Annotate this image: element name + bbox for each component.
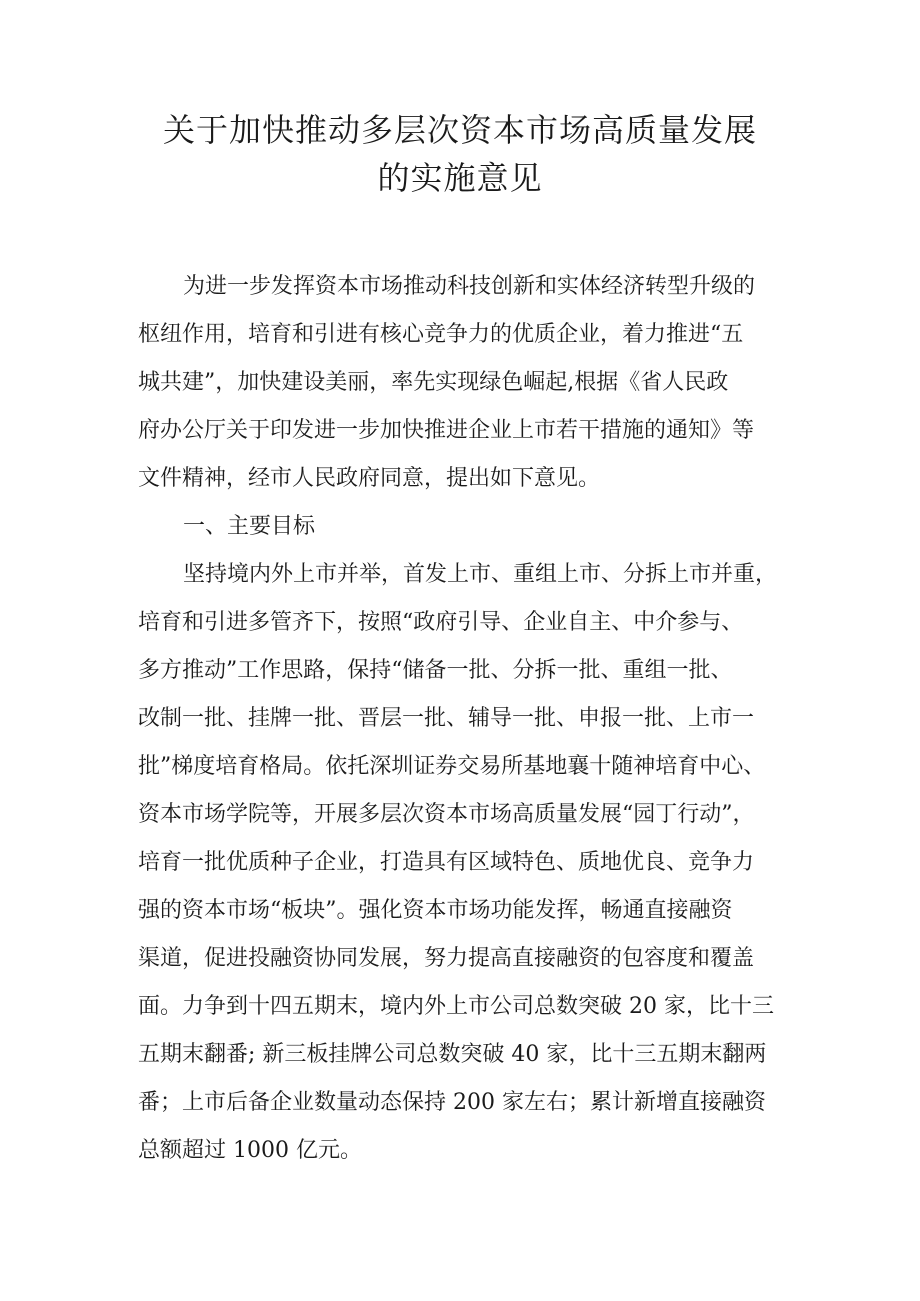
section-heading: 一、主要目标 (183, 514, 316, 539)
section-line: 资本市场学院等，开展多层次资本市场高质量发展“园丁行动”， (138, 802, 755, 827)
section-line: 面。力争到十四五期末，境内外上市公司总数突破 20 家，比十三 (138, 994, 774, 1019)
section-line: 强的资本市场“板块”。强化资本市场功能发挥，畅通直接融资 (138, 898, 733, 923)
section-line: 总额超过 1000 亿元。 (138, 1138, 362, 1163)
section-line: 番；上市后备企业数量动态保持 200 家左右；累计新增直接融资 (138, 1090, 766, 1115)
intro-line: 枢纽作用，培育和引进有核心竞争力的优质企业，着力推进“五 (138, 322, 744, 347)
intro-line: 城共建”，加快建设美丽，率先实现绿色崛起,根据《省人民政 (138, 370, 729, 395)
section-line: 多方推动”工作思路，保持“储备一批、分拆一批、重组一批、 (138, 658, 733, 683)
section-line: 坚持境内外上市并举，首发上市、重组上市、分拆上市并重， (183, 562, 778, 587)
section-line: 培育和引进多管齐下，按照“政府引导、企业自主、中介参与、 (138, 610, 744, 635)
section-line: 改制一批、挂牌一批、晋层一批、辅导一批、申报一批、上市一 (138, 706, 755, 731)
section-line: 批”梯度培育格局。依托深圳证券交易所基地襄十随神培育中心、 (138, 754, 766, 779)
intro-line: 府办公厅关于印发进一步加快推进企业上市若干措施的通知》等 (138, 418, 755, 443)
document-title-line-1: 关于加快推动多层次资本市场高质量发展 (162, 111, 757, 149)
intro-line: 文件精神，经市人民政府同意，提出如下意见。 (138, 466, 601, 491)
intro-line: 为进一步发挥资本市场推动科技创新和实体经济转型升级的 (183, 274, 756, 299)
section-line: 培育一批优质种子企业，打造具有区域特色、质地优良、竞争力 (138, 850, 755, 875)
section-line: 五期末翻番; 新三板挂牌公司总数突破 40 家，比十三五期末翻两 (138, 1042, 767, 1067)
section-line: 渠道，促进投融资协同发展，努力提高直接融资的包容度和覆盖 (138, 946, 755, 971)
document-title-line-2: 的实施意见 (377, 159, 543, 197)
